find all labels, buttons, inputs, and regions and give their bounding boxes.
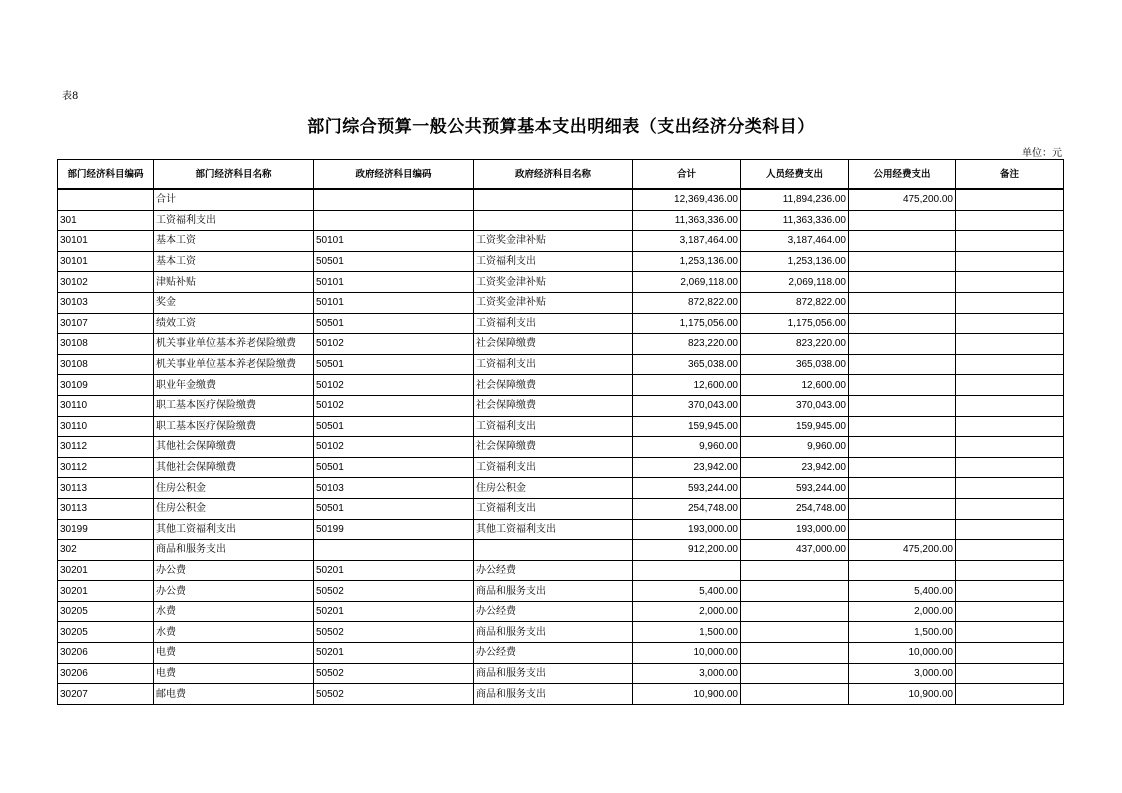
cell-public: 2,000.00 [849,601,956,622]
cell-total: 872,822.00 [633,292,741,313]
cell-total: 254,748.00 [633,498,741,519]
cell-note [956,560,1064,581]
cell-total: 23,942.00 [633,457,741,478]
cell-public [849,334,956,355]
table-row [58,334,1064,355]
cell-dept-name: 办公费 [154,581,314,602]
cell-gov-code: 50102 [314,375,474,396]
cell-personnel: 2,069,118.00 [741,272,849,293]
header-row [58,160,1064,190]
cell-dept-name: 水费 [154,601,314,622]
cell-gov-code: 50502 [314,684,474,705]
cell-note [956,581,1064,602]
cell-gov-code: 50201 [314,643,474,664]
cell-gov-name [474,540,633,561]
table-row [58,581,1064,602]
cell-gov-code: 50101 [314,272,474,293]
cell-personnel [741,684,849,705]
cell-note [956,416,1064,437]
table-row [58,519,1064,540]
cell-note [956,457,1064,478]
cell-dept-name: 电费 [154,643,314,664]
cell-note [956,643,1064,664]
cell-personnel [741,560,849,581]
cell-gov-code: 50101 [314,231,474,252]
cell-total: 10,000.00 [633,643,741,664]
cell-public: 3,000.00 [849,663,956,684]
cell-gov-code: 50501 [314,251,474,272]
cell-personnel [741,581,849,602]
table-row [58,272,1064,293]
cell-public [849,210,956,231]
cell-dept-name: 办公费 [154,560,314,581]
cell-personnel: 11,363,336.00 [741,210,849,231]
cell-note [956,210,1064,231]
cell-note [956,313,1064,334]
cell-gov-code [314,189,474,210]
cell-dept-code: 30102 [58,272,154,293]
col-header-public: 公用经费支出 [849,160,956,190]
cell-total [633,560,741,581]
cell-note [956,437,1064,458]
cell-total: 9,960.00 [633,437,741,458]
cell-dept-name: 津贴补贴 [154,272,314,293]
cell-dept-name: 机关事业单位基本养老保险缴费 [154,354,314,375]
cell-public [849,231,956,252]
cell-personnel: 365,038.00 [741,354,849,375]
cell-personnel: 11,894,236.00 [741,189,849,210]
cell-personnel: 9,960.00 [741,437,849,458]
cell-note [956,498,1064,519]
cell-total: 3,000.00 [633,663,741,684]
cell-gov-code: 50502 [314,663,474,684]
cell-public [849,560,956,581]
cell-personnel: 1,175,056.00 [741,313,849,334]
cell-note [956,395,1064,416]
table-row [58,313,1064,334]
cell-total: 159,945.00 [633,416,741,437]
cell-dept-code [58,189,154,210]
cell-dept-code: 30101 [58,251,154,272]
table-number: 表8 [62,91,79,102]
cell-note [956,231,1064,252]
col-header-dept-name: 部门经济科目名称 [154,160,314,190]
cell-total: 3,187,464.00 [633,231,741,252]
cell-dept-code: 30103 [58,292,154,313]
table-row [58,395,1064,416]
cell-dept-code: 30206 [58,643,154,664]
cell-personnel [741,622,849,643]
cell-dept-code: 30110 [58,416,154,437]
table-row [58,663,1064,684]
table-row [58,292,1064,313]
cell-gov-code: 50501 [314,313,474,334]
cell-dept-name: 基本工资 [154,231,314,252]
cell-dept-code: 30108 [58,354,154,375]
table-row [58,560,1064,581]
cell-gov-name: 社会保障缴费 [474,395,633,416]
cell-dept-code: 30206 [58,663,154,684]
cell-gov-code: 50201 [314,601,474,622]
cell-public: 475,200.00 [849,540,956,561]
table-row [58,684,1064,705]
cell-public: 1,500.00 [849,622,956,643]
cell-gov-code: 50102 [314,437,474,458]
table-row [58,354,1064,375]
cell-public [849,498,956,519]
cell-dept-code: 30101 [58,231,154,252]
cell-total: 2,000.00 [633,601,741,622]
cell-public [849,478,956,499]
cell-gov-name: 工资福利支出 [474,313,633,334]
cell-public [849,437,956,458]
cell-dept-code: 30110 [58,395,154,416]
cell-dept-code: 30205 [58,622,154,643]
cell-gov-name: 社会保障缴费 [474,437,633,458]
cell-dept-code: 30107 [58,313,154,334]
cell-dept-name: 绩效工资 [154,313,314,334]
col-header-gov-code: 政府经济科目编码 [314,160,474,190]
cell-total: 1,175,056.00 [633,313,741,334]
cell-personnel [741,663,849,684]
cell-note [956,272,1064,293]
cell-gov-code: 50501 [314,457,474,478]
cell-total: 193,000.00 [633,519,741,540]
cell-public [849,519,956,540]
cell-gov-code: 50102 [314,334,474,355]
cell-note [956,540,1064,561]
cell-note [956,663,1064,684]
table-row [58,601,1064,622]
cell-total: 1,500.00 [633,622,741,643]
table-row [58,498,1064,519]
cell-dept-code: 30109 [58,375,154,396]
col-header-dept-code: 部门经济科目编码 [58,160,154,190]
cell-total: 2,069,118.00 [633,272,741,293]
cell-public: 10,000.00 [849,643,956,664]
table-row [58,437,1064,458]
cell-personnel: 370,043.00 [741,395,849,416]
cell-note [956,354,1064,375]
cell-gov-name: 办公经费 [474,601,633,622]
unit-label: 单位：元 [1022,148,1062,159]
cell-dept-name: 商品和服务支出 [154,540,314,561]
cell-gov-code: 50501 [314,354,474,375]
cell-total: 370,043.00 [633,395,741,416]
cell-note [956,684,1064,705]
cell-total: 1,253,136.00 [633,251,741,272]
cell-gov-name: 工资福利支出 [474,457,633,478]
cell-gov-name: 工资奖金津补贴 [474,272,633,293]
cell-gov-code: 50501 [314,498,474,519]
cell-public [849,375,956,396]
table-row [58,540,1064,561]
cell-dept-code: 30112 [58,457,154,478]
cell-gov-name [474,189,633,210]
cell-gov-name: 工资福利支出 [474,416,633,437]
cell-dept-name: 基本工资 [154,251,314,272]
table-row [58,189,1064,210]
cell-note [956,622,1064,643]
cell-public [849,313,956,334]
cell-gov-code: 50103 [314,478,474,499]
cell-gov-name [474,210,633,231]
cell-gov-name: 工资奖金津补贴 [474,231,633,252]
table-row [58,251,1064,272]
cell-note [956,334,1064,355]
cell-dept-code: 30112 [58,437,154,458]
col-header-note: 备注 [956,160,1064,190]
cell-dept-code: 301 [58,210,154,231]
cell-public: 475,200.00 [849,189,956,210]
cell-dept-name: 其他社会保障缴费 [154,457,314,478]
cell-dept-name: 住房公积金 [154,498,314,519]
cell-dept-name: 水费 [154,622,314,643]
cell-total: 365,038.00 [633,354,741,375]
table-row [58,210,1064,231]
cell-note [956,189,1064,210]
cell-dept-name: 电费 [154,663,314,684]
table-row [58,231,1064,252]
cell-personnel: 254,748.00 [741,498,849,519]
table-row [58,643,1064,664]
cell-public [849,416,956,437]
cell-total: 12,369,436.00 [633,189,741,210]
cell-note [956,478,1064,499]
cell-gov-name: 商品和服务支出 [474,581,633,602]
cell-note [956,519,1064,540]
cell-gov-name: 工资福利支出 [474,251,633,272]
cell-dept-code: 30199 [58,519,154,540]
cell-gov-code: 50199 [314,519,474,540]
cell-public [849,395,956,416]
cell-public: 10,900.00 [849,684,956,705]
table-row [58,457,1064,478]
cell-personnel: 193,000.00 [741,519,849,540]
table-row [58,478,1064,499]
cell-gov-name: 办公经费 [474,643,633,664]
cell-total: 823,220.00 [633,334,741,355]
cell-public: 5,400.00 [849,581,956,602]
cell-public [849,272,956,293]
cell-dept-code: 30113 [58,478,154,499]
cell-personnel: 23,942.00 [741,457,849,478]
cell-gov-name: 社会保障缴费 [474,375,633,396]
cell-personnel: 12,600.00 [741,375,849,396]
cell-gov-name: 其他工资福利支出 [474,519,633,540]
cell-gov-code: 50102 [314,395,474,416]
cell-gov-name: 住房公积金 [474,478,633,499]
cell-dept-code: 30201 [58,581,154,602]
cell-dept-code: 30108 [58,334,154,355]
cell-gov-name: 商品和服务支出 [474,663,633,684]
table-row [58,416,1064,437]
cell-gov-code [314,210,474,231]
cell-personnel: 823,220.00 [741,334,849,355]
cell-note [956,375,1064,396]
cell-note [956,601,1064,622]
cell-dept-name: 职业年金缴费 [154,375,314,396]
cell-personnel: 437,000.00 [741,540,849,561]
cell-dept-name: 其他工资福利支出 [154,519,314,540]
cell-gov-code: 50501 [314,416,474,437]
cell-note [956,292,1064,313]
cell-dept-code: 30205 [58,601,154,622]
cell-gov-name: 商品和服务支出 [474,622,633,643]
cell-dept-name: 住房公积金 [154,478,314,499]
cell-dept-code: 302 [58,540,154,561]
cell-total: 11,363,336.00 [633,210,741,231]
cell-dept-code: 30201 [58,560,154,581]
cell-dept-name: 其他社会保障缴费 [154,437,314,458]
cell-gov-name: 工资奖金津补贴 [474,292,633,313]
cell-total: 12,600.00 [633,375,741,396]
cell-dept-code: 30207 [58,684,154,705]
cell-dept-name: 工资福利支出 [154,210,314,231]
cell-gov-code: 50201 [314,560,474,581]
cell-dept-name: 合计 [154,189,314,210]
cell-total: 912,200.00 [633,540,741,561]
col-header-personnel: 人员经费支出 [741,160,849,190]
cell-personnel: 872,822.00 [741,292,849,313]
table-row [58,375,1064,396]
table-row [58,622,1064,643]
cell-personnel: 593,244.00 [741,478,849,499]
cell-personnel: 159,945.00 [741,416,849,437]
col-header-gov-name: 政府经济科目名称 [474,160,633,190]
cell-total: 5,400.00 [633,581,741,602]
cell-dept-name: 机关事业单位基本养老保险缴费 [154,334,314,355]
budget-table [57,159,1064,705]
cell-public [849,457,956,478]
cell-public [849,354,956,375]
cell-personnel: 3,187,464.00 [741,231,849,252]
cell-dept-code: 30113 [58,498,154,519]
cell-dept-name: 职工基本医疗保险缴费 [154,395,314,416]
cell-personnel: 1,253,136.00 [741,251,849,272]
cell-gov-name: 工资福利支出 [474,354,633,375]
cell-total: 10,900.00 [633,684,741,705]
cell-gov-name: 商品和服务支出 [474,684,633,705]
cell-gov-code: 50502 [314,581,474,602]
cell-gov-code: 50502 [314,622,474,643]
cell-gov-name: 工资福利支出 [474,498,633,519]
cell-personnel [741,601,849,622]
cell-total: 593,244.00 [633,478,741,499]
cell-gov-name: 社会保障缴费 [474,334,633,355]
col-header-total: 合计 [633,160,741,190]
cell-dept-name: 邮电费 [154,684,314,705]
cell-gov-name: 办公经费 [474,560,633,581]
cell-public [849,251,956,272]
cell-dept-name: 职工基本医疗保险缴费 [154,416,314,437]
page-title: 部门综合预算一般公共预算基本支出明细表（支出经济分类科目） [307,117,815,137]
cell-gov-code [314,540,474,561]
cell-gov-code: 50101 [314,292,474,313]
cell-dept-name: 奖金 [154,292,314,313]
cell-personnel [741,643,849,664]
cell-public [849,292,956,313]
cell-note [956,251,1064,272]
